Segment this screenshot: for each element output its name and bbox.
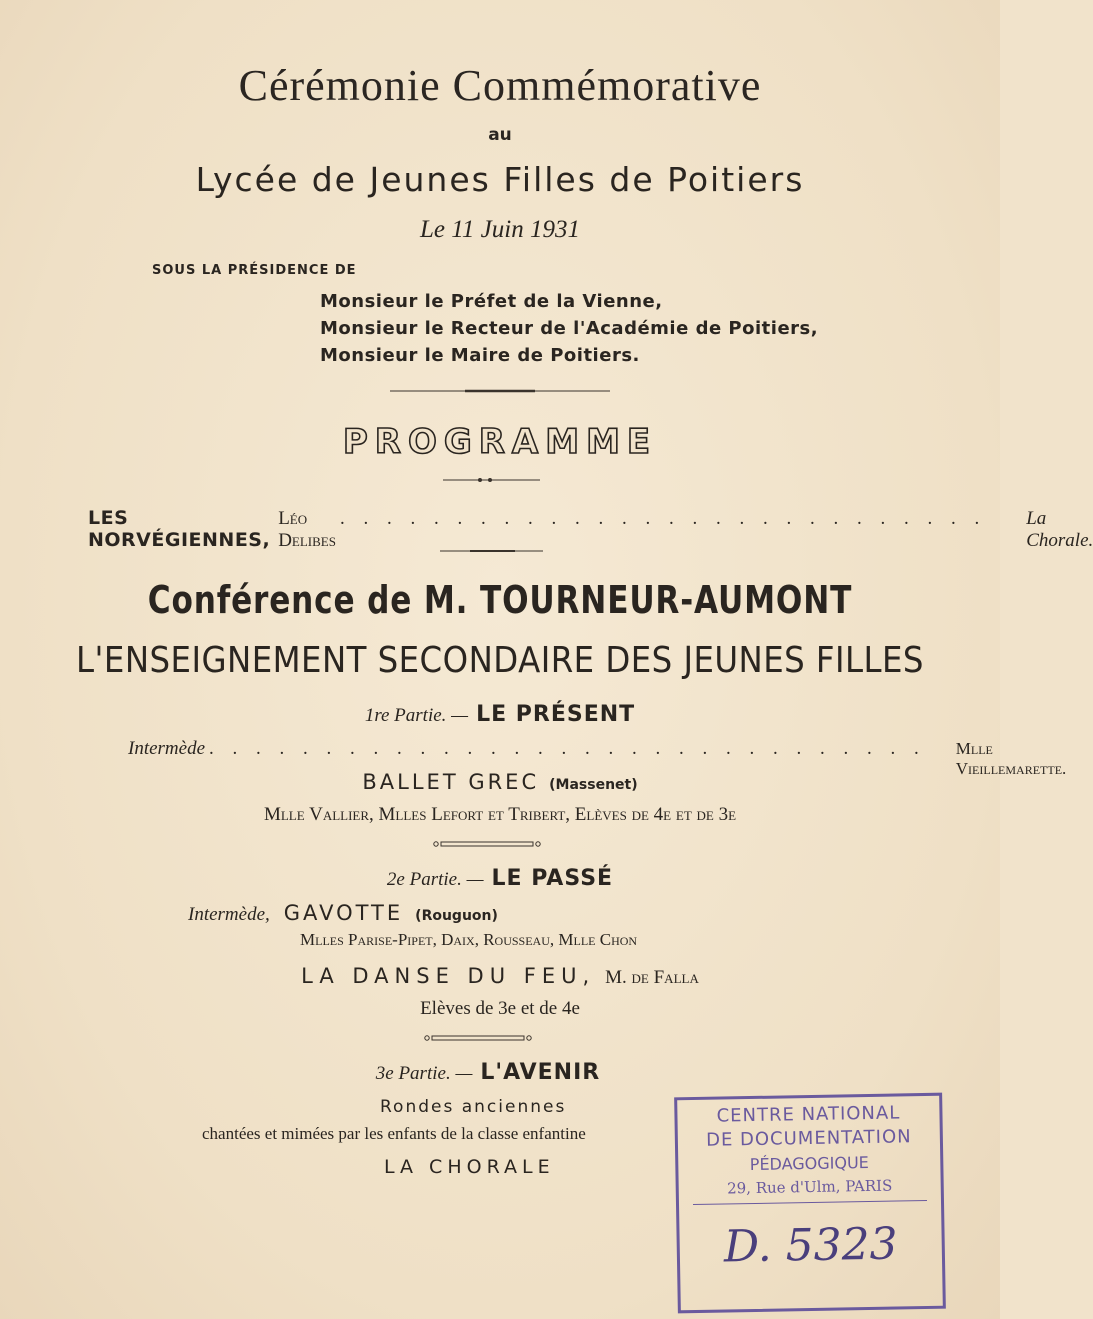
ceremony-title: Cérémonie Commémorative <box>238 61 762 110</box>
ceremony-date: Le 11 Juin 1931 <box>420 216 580 243</box>
part3-name: L'AVENIR <box>480 1060 601 1085</box>
ornament-divider-5 <box>0 1033 1000 1043</box>
part1-dancers: Mlle Vallier, Mlles Lefort et Tribert, Elèves de 4e et de 3e <box>263 804 737 825</box>
library-stamp <box>674 1093 946 1314</box>
lycee-name: Lycée de Jeunes Filles de Poitiers <box>195 160 805 199</box>
part3-heading <box>0 1060 988 1085</box>
part2-name: LE PASSÉ <box>491 866 614 891</box>
part1-intermede: Intermède <box>128 738 206 759</box>
dot-leader: . . . . . . . . . . . . . . . . . . . . . . . . . . . . . . . <box>209 738 926 759</box>
opening-composer: Léo Delibes <box>278 508 336 551</box>
dignitary-maire: Monsieur le Maire de Poitiers. <box>320 345 640 366</box>
part2-dancers: Mlles Parise-Pipet, Daix, Rousseau, Mlle Chon <box>300 930 638 949</box>
danse-composer: M. de Falla <box>605 967 699 988</box>
danse-line <box>0 964 1000 989</box>
part1-heading <box>0 702 1000 727</box>
part2-heading <box>0 866 1000 891</box>
gavotte-title: GAVOTTE <box>283 901 404 925</box>
part1-name: LE PRÉSENT <box>476 702 636 727</box>
ornament-divider-2 <box>0 475 1000 485</box>
part2-number: 2e Partie. — <box>386 869 484 890</box>
ballet-composer: (Massenet) <box>549 777 638 793</box>
stamp-number: D. 5323 <box>723 1218 899 1273</box>
chantees-line: chantées et mimées par les enfants de la classe enfantine <box>202 1124 586 1143</box>
dignitary-recteur: Monsieur le Recteur de l'Académie de Poitiers, <box>320 318 819 339</box>
chorale-title: LA CHORALE <box>384 1156 555 1178</box>
au-label: au <box>488 125 512 145</box>
ornament-divider-4 <box>0 839 1000 849</box>
part1-intermede-performer: Mlle Vieillemarette. <box>955 739 1067 778</box>
conference-subject: L'ENSEIGNEMENT SECONDAIRE DES JEUNES FILLES <box>76 640 924 681</box>
stamp-rule <box>693 1200 927 1205</box>
conference-title: Conférence de M. TOURNEUR-AUMONT <box>147 578 853 622</box>
ballet-title: BALLET GREC <box>362 770 540 794</box>
part2-eleves: Elèves de 3e et de 4e <box>420 998 580 1019</box>
stamp-line-4: 29, Rue d'Ulm, PARIS <box>726 1176 893 1198</box>
ballet-line <box>0 770 1000 794</box>
part3-number: 3e Partie. — <box>375 1063 473 1084</box>
gavotte-line <box>188 901 498 926</box>
ornament-divider-3 <box>0 546 1000 556</box>
dignitary-prefet: Monsieur le Préfet de la Vienne, <box>320 291 663 312</box>
stamp-line-3: PÉDAGOGIQUE <box>749 1152 869 1175</box>
ornament-divider-1 <box>0 386 1000 396</box>
gavotte-composer: (Rouguon) <box>415 908 498 924</box>
danse-title: LA DANSE DU FEU, <box>301 964 596 988</box>
part1-number: 1re Partie. — <box>364 705 469 726</box>
opening-piece: LES NORVÉGIENNES, <box>88 507 271 551</box>
rondes-line: Rondes anciennes <box>380 1097 567 1117</box>
dot-leader: . . . . . . . . . . . . . . . . . . . . . . . . . . . . <box>339 508 987 529</box>
opening-performer: La Chorale. <box>1026 508 1093 551</box>
programme-heading: PROGRAMME <box>342 422 658 462</box>
part2-intermede: Intermède, <box>188 904 270 925</box>
chorale-line <box>384 1156 555 1178</box>
presidence-label: SOUS LA PRÉSIDENCE DE <box>152 263 357 278</box>
stamp-line-2: DE DOCUMENTATION <box>705 1126 912 1151</box>
stamp-line-1: CENTRE NATIONAL <box>716 1102 901 1127</box>
